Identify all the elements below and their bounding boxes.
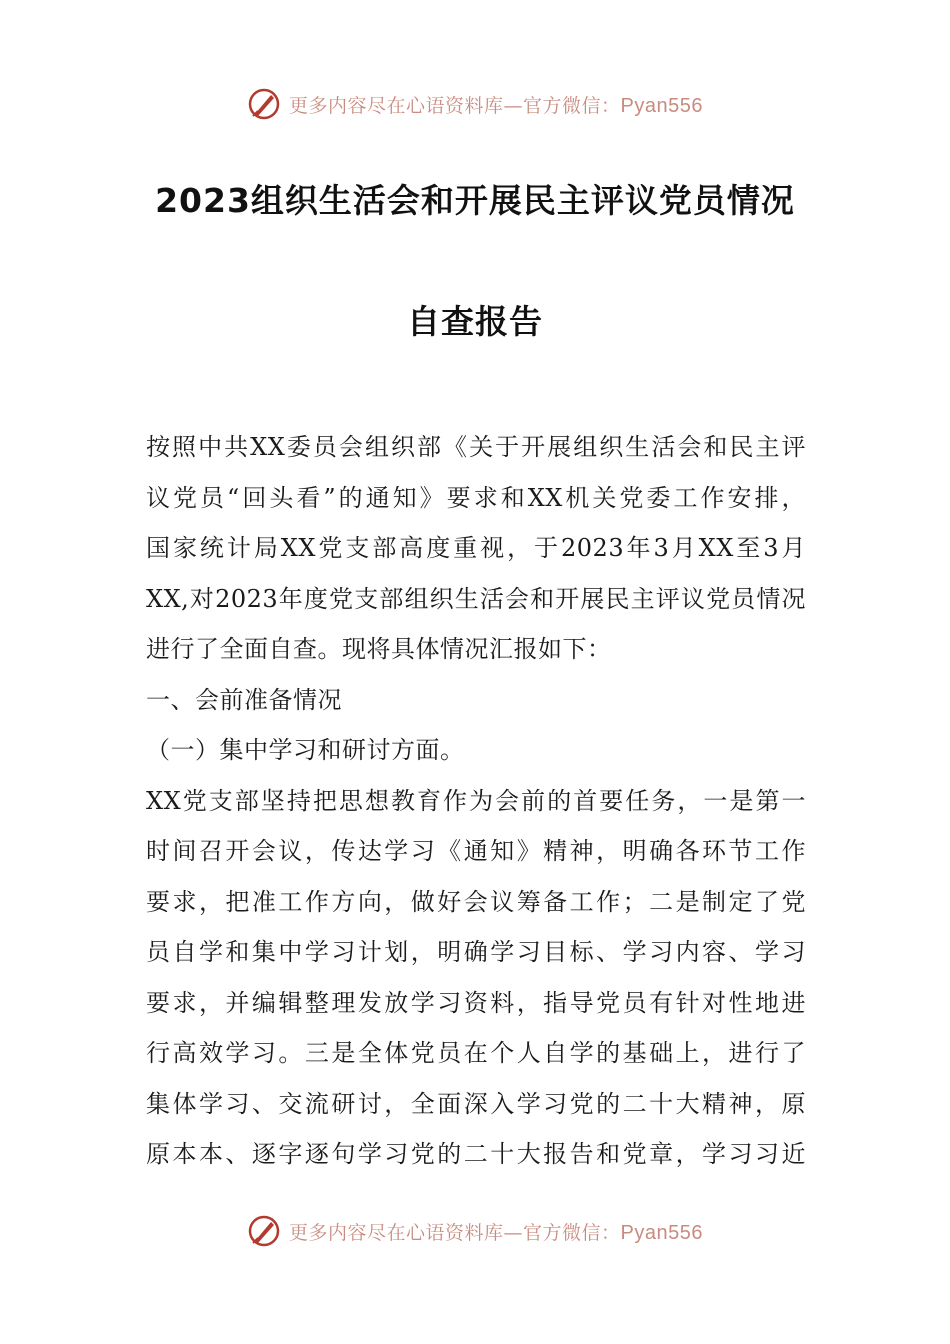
body-line-11: 员自学和集中学习计划，明确学习目标、学习内容、学习 bbox=[146, 938, 806, 966]
body-line-4: XX,对2023年度党支部组织生活会和开展民主评议党员情况 bbox=[146, 584, 806, 613]
body-line-1: 按照中共XX委员会组织部《关于开展组织生活会和民主评 bbox=[146, 433, 806, 461]
watermark-banner-bottom bbox=[0, 1211, 950, 1251]
body-line-15: 原本本、逐字逐句学习党的二十大报告和党章，学习习近 bbox=[146, 1140, 806, 1168]
quill-logo-icon bbox=[247, 87, 281, 121]
subsection-heading-1: （一）集中学习和研讨方面。 bbox=[146, 736, 465, 764]
body-line-3: 国家统计局XX党支部高度重视，于2023年3月XX至3月 bbox=[146, 534, 806, 562]
watermark-content bbox=[247, 1214, 703, 1248]
body-line-8: XX党支部坚持把思想教育作为会前的首要任务，一是第一 bbox=[146, 786, 806, 815]
body-line-5: 进行了全面自查。现将具体情况汇报如下： bbox=[146, 635, 612, 663]
watermark-text bbox=[289, 1218, 703, 1245]
section-heading-1: 一、会前准备情况 bbox=[146, 685, 342, 714]
body-line-12: 要求，并编辑整理发放学习资料，指导党员有针对性地进 bbox=[146, 988, 806, 1017]
watermark-slogan: 更多内容尽在心语资料库—官方微信： bbox=[289, 1221, 621, 1244]
watermark-text bbox=[289, 91, 703, 118]
body-line-14: 集体学习、交流研讨，全面深入学习党的二十大精神，原 bbox=[146, 1089, 806, 1118]
body-line-13: 行高效学习。三是全体党员在个人自学的基础上，进行了 bbox=[146, 1039, 806, 1067]
document-title-line-2: 自查报告 bbox=[407, 302, 543, 341]
watermark-wechat-id: Pyan556 bbox=[620, 1221, 703, 1244]
watermark-slogan: 更多内容尽在心语资料库—官方微信： bbox=[289, 94, 621, 117]
watermark-content bbox=[247, 87, 703, 121]
watermark-wechat-id: Pyan556 bbox=[620, 94, 703, 117]
document-title-line-1: 2023组织生活会和开展民主评议党员情况 bbox=[155, 181, 795, 220]
quill-logo-icon bbox=[247, 1214, 281, 1248]
body-line-10: 要求，把准工作方向，做好会议筹备工作；二是制定了党 bbox=[146, 887, 806, 916]
body-line-9: 时间召开会议，传达学习《通知》精神，明确各环节工作 bbox=[146, 837, 806, 865]
watermark-banner-top bbox=[0, 84, 950, 124]
body-line-2: 议党员“回头看”的通知》要求和XX机关党委工作安排， bbox=[146, 483, 806, 512]
document-body bbox=[146, 422, 806, 1180]
